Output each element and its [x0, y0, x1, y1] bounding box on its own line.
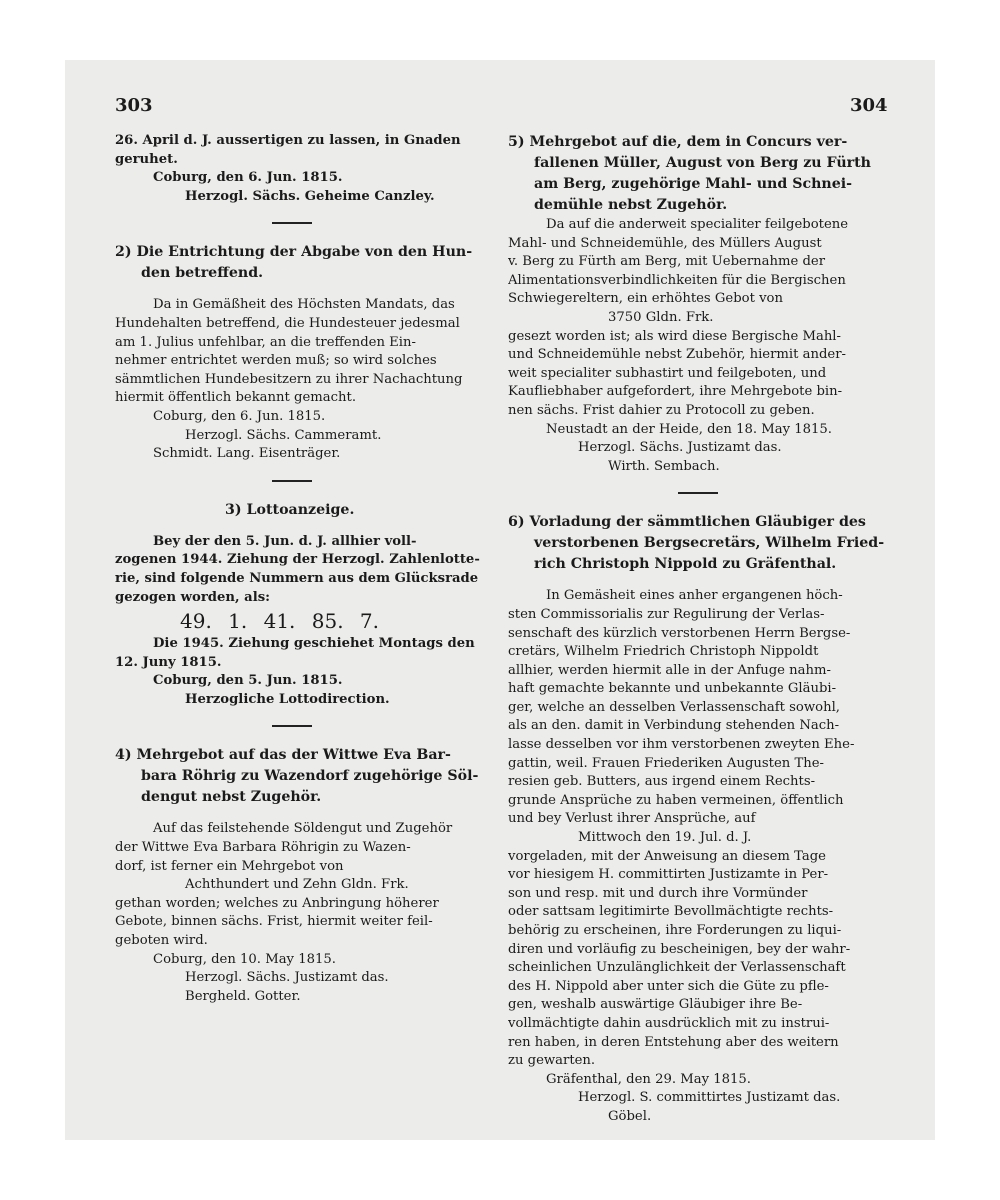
section-heading: bara Röhrig zu Wazendorf zugehörige Söl- [141, 768, 479, 785]
continued-text: 26. April d. J. aussertigen zu lassen, in Gnaden geruhet. Coburg, den 6. Jun. 1815. Herzogl. Sächs. Geheime Canzley. [115, 133, 461, 204]
section-heading: verstorbenen Bergsecretärs, Wilhelm Fried- [534, 535, 885, 552]
section-heading: am Berg, zugehörige Mahl- und Schnei- [534, 176, 853, 192]
section-4-mehrgebot-roehrig: 4) Mehrgebot auf das der Wittwe Eva Bar- bara Röhrig zu Wazendorf zugehörige Söl- dengut nebst Zugehör. Auf das feilstehende Söldengut und Zugehör der Wittwe Eva Barbara Röhrigin zu Wazen- dorf, ist ferner ein Mehrgebot von Achthundert und Zehn Gldn. Frk. gethan worden; welches zu Anbringung höherer Gebote, binnen sächs. Frist, hiermit weiter feil- geboten wird. Coburg, den 10. May 1815. Herzogl. Sächs. Justizamt das. Bergheld. Gotter. [115, 745, 490, 1006]
section-3-lottoanzeige: 3) Lottoanzeige. Bey der den 5. Jun. d. J. allhier voll- zogenen 1944. Ziehung der Herzogl. Zahlenlotte- rie, sind folgende Nummern aus dem Glücksrade gezogen worden, als: 49. 1. 41. 85. 7. Die 1945. Ziehung geschiehet Montags den 12. Juny 1815. Coburg, den 5. Jun. 1815. Herzogliche Lottodirection. [115, 500, 490, 710]
section-heading: 2) Die Entrichtung der Abgabe von den Hun- [115, 244, 473, 261]
section-divider [678, 492, 718, 494]
lottery-numbers: 49. 1. 41. 85. 7. [180, 609, 380, 634]
section-divider [272, 222, 312, 224]
section-5-mehrgebot-berg: 5) Mehrgebot auf die, dem in Concurs ver- fallenen Müller, August von Berg zu Fürth am Berg, zugehörige Mahl- und Schnei- demühle nebst Zugehör. Da auf die anderweit specialiter feilgebotene Mahl- und Schneidemühle, des Müllers August v. Berg zu Fürth am Berg, mit Uebernahme der Alimentationsverbindlichkeiten für die Bergischen Schwiegereltern, ein erhöhtes Gebot von 3750 Gldn. Frk. gesezt worden ist; als wird diese Bergische Mahl- und Schneidemühle nebst Zubehör, hiermit ander- weit specialiter subhastirt und feilgeboten, und Kaufliebhaber aufgefordert, ihre Mehrgebote bin- nen sächs. Frist dahier zu Protocoll zu geben. Neustadt an der Heide, den 18. May 1815. Herzogl. Sächs. Justizamt das. Wirth. Sembach. [508, 132, 890, 476]
section-heading: 5) Mehrgebot auf die, dem in Concurs ver- [508, 134, 848, 150]
section-heading: 3) Lottoanzeige. [225, 501, 355, 518]
left-column [115, 132, 490, 1006]
page-number-left: 303 [115, 95, 153, 116]
section-heading: rich Christoph Nippold zu Gräfenthal. [534, 556, 837, 573]
section-divider [272, 480, 312, 482]
section-heading: demühle nebst Zugehör. [534, 197, 728, 213]
section-2-hundesteuer: 2) Die Entrichtung der Abgabe von den Hun- den betreffend. Da in Gemäßheit des Höchsten Mandats, das Hundehalten betreffend, die Hundesteuer jedesmal am 1. Julius unfehlbar, an die treffenden Ein- nehmer entrichtet werden muß; so wird solches sämmtlichen Hundebesitzern zu ihrer Nachachtung hiermit öffentlich bekannt gemacht. Coburg, den 6. Jun. 1815. Herzogl. Sächs. Cammeramt. Schmidt. Lang. Eisenträger. [115, 242, 490, 463]
section-divider [272, 725, 312, 727]
section-heading: fallenen Müller, August von Berg zu Fürth [534, 155, 871, 171]
page-number-right: 304 [850, 95, 888, 116]
section-6-vorladung-nippold: 6) Vorladung der sämmtlichen Gläubiger des verstorbenen Bergsecretärs, Wilhelm Fried- rich Christoph Nippold zu Gräfenthal. In Gemäsheit eines anher ergangenen höch- sten Commissorialis zur Regulirung der Verlas- senschaft des kürzlich verstorbenen Herrn Bergse- cretärs, Wilhelm Friedrich Christoph Nippoldt allhier, werden hiermit alle in der Anfuge nahm- haft gemachte bekannte und unbekannte Gläubi- ger, welche an desselben Verlassenschaft sowohl, als an den. damit in Verbindung stehenden Nach- lasse desselben vor ihm verstorbenen zweyten Ehe- gattin, weil. Frauen Friederiken Augusten The- resien geb. Butters, aus irgend einem Rechts- grunde Ansprüche zu haben vermeinen, öffentlich und bey Verlust ihrer Ansprüche, auf Mittwoch den 19. Jul. d. J. vorgeladen, mit der Anweisung an diesem Tage vor hiesigem H. committirten Justizamte in Per- son und resp. mit und durch ihre Vormünder oder sattsam legitimirte Bevollmächtigte rechts- behörig zu erscheinen, ihre Forderungen zu liqui- diren und vorläufig zu bescheinigen, bey der wahr- scheinlichen Unzulänglichkeit der Verlassenschaft des H. Nippold aber unter sich die Güte zu pfle- gen, weshalb auswärtige Gläubiger ihre Be- vollmächtigte dahin ausdrücklich mit zu instrui- ren haben, in deren Entstehung aber des weitern zu gewarten. Gräfenthal, den 29. May 1815. Herzogl. S. committirtes Justizamt das. Göbel. [508, 512, 890, 1126]
section-heading: 4) Mehrgebot auf das der Wittwe Eva Bar- [115, 747, 451, 764]
right-column [508, 132, 890, 1127]
section-heading: dengut nebst Zugehör. [141, 789, 322, 806]
section-heading: den betreffend. [141, 265, 264, 282]
section-heading: 6) Vorladung der sämmtlichen Gläubiger des [508, 514, 866, 531]
